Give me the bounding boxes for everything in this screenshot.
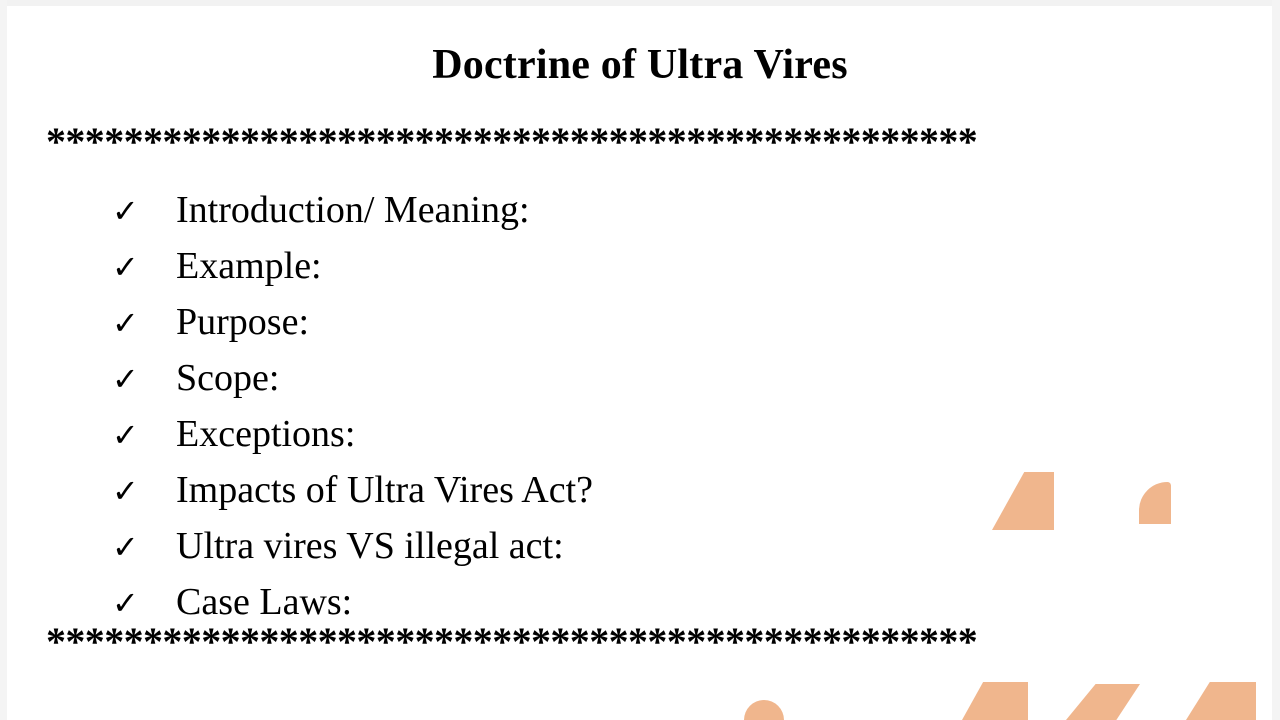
check-icon: ✓ [112, 304, 139, 342]
decorative-shape-icon [1066, 684, 1140, 720]
list-item-label: Scope: [176, 357, 280, 399]
decorative-shape-icon [1186, 682, 1256, 720]
list-item-label: Impacts of Ultra Vires Act? [176, 469, 593, 511]
left-edge-strip [0, 0, 7, 720]
bullet-list [112, 182, 1212, 630]
list-item-label: Example: [176, 245, 322, 287]
decorative-shape-icon [744, 700, 784, 720]
list-item [112, 238, 1212, 294]
list-item [112, 406, 1212, 462]
top-edge-strip [0, 0, 1280, 6]
check-icon: ✓ [112, 192, 139, 230]
slide-title: Doctrine of Ultra Vires [432, 42, 848, 88]
list-item-label: Exceptions: [176, 413, 356, 455]
list-item [112, 182, 1212, 238]
list-item-label: Case Laws: [176, 581, 353, 623]
check-icon: ✓ [112, 472, 139, 510]
check-icon: ✓ [112, 360, 139, 398]
list-item-label: Introduction/ Meaning: [176, 189, 530, 231]
check-icon: ✓ [112, 248, 139, 286]
asterisk-divider-top: ************************************************ [46, 122, 978, 162]
list-item-label: Ultra vires VS illegal act: [176, 525, 564, 567]
decorative-shape-icon [962, 682, 1028, 720]
asterisk-divider-bottom: ************************************************ [46, 622, 978, 662]
list-item [112, 350, 1212, 406]
list-item-label: Purpose: [176, 301, 309, 343]
check-icon: ✓ [112, 416, 139, 454]
right-edge-strip [1272, 0, 1280, 720]
list-item [112, 294, 1212, 350]
check-icon: ✓ [112, 584, 139, 622]
check-icon: ✓ [112, 528, 139, 566]
